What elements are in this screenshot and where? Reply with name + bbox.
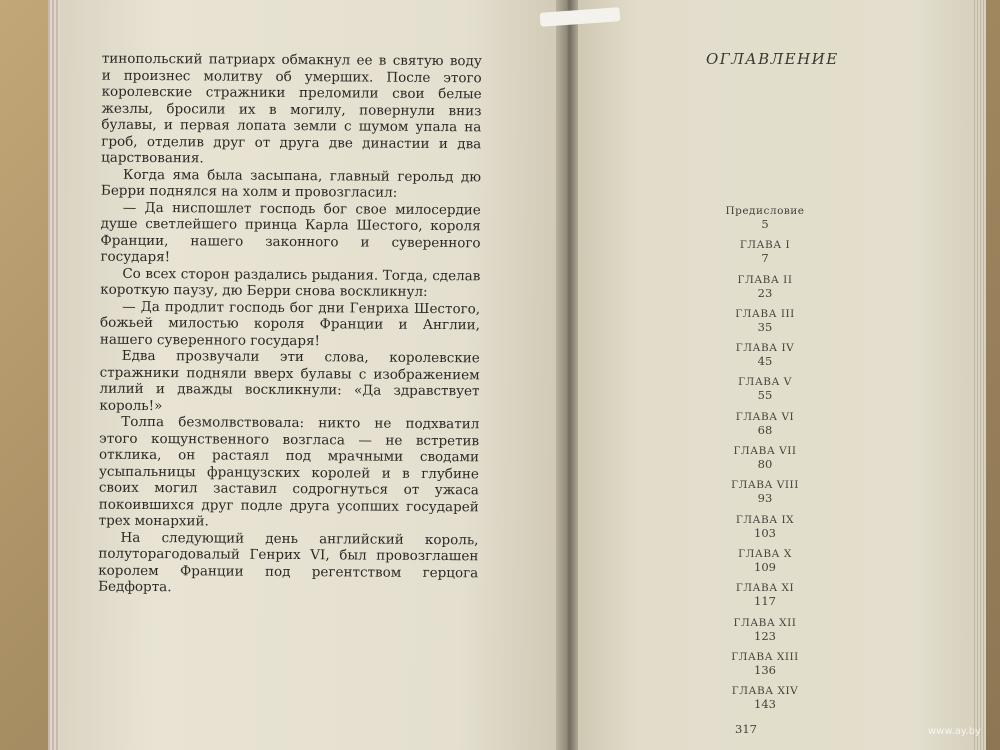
toc-entry-label: ГЛАВА IV [735, 342, 795, 355]
site-watermark: www.ay.by [928, 726, 981, 737]
toc-entry [700, 617, 830, 651]
toc-entry [700, 308, 830, 342]
toc-entry [700, 582, 830, 616]
toc-entry-page: 123 [754, 628, 776, 643]
toc-entry-label: ГЛАВА XI [735, 582, 795, 595]
toc-entry-page: 35 [757, 319, 773, 334]
toc-entry-page: 7 [761, 251, 769, 266]
toc-entry [700, 548, 830, 582]
toc-entry-page: 45 [757, 354, 773, 369]
toc-entry-label: ГЛАВА VI [735, 410, 795, 423]
toc-entry [700, 239, 830, 273]
toc-entry-label: ГЛАВА IX [735, 513, 795, 526]
toc-entry [700, 651, 830, 685]
toc-entry-label: ГЛАВА VII [733, 445, 797, 458]
toc-entry-page: 80 [757, 457, 773, 472]
toc-entry-page: 136 [754, 662, 776, 677]
toc-entry [700, 411, 830, 445]
toc-entry [700, 274, 830, 308]
paragraph: — Да продлит господь бог дни Генриха Шестого, божьей милостью короля Франции и Англии, нашего суверенного государя! [99, 298, 481, 349]
toc-entry [700, 685, 830, 719]
table-of-contents [700, 205, 830, 719]
toc-entry-page: 5 [761, 217, 769, 231]
toc-entry-page: 109 [754, 559, 776, 574]
toc-entry-label: ГЛАВА V [738, 376, 792, 389]
toc-title: ОГЛАВЛЕНИЕ [706, 50, 839, 68]
toc-entry-label: ГЛАВА XIII [731, 650, 799, 663]
toc-entry-page: 68 [757, 422, 773, 437]
toc-entry [700, 376, 830, 410]
paragraph: Едва прозвучали эти слова, королевские стражники подняли вверх булавы с изображением лилий и дважды воскликнули: «Да здравствует король!» [99, 347, 480, 414]
toc-entry [700, 445, 830, 479]
toc-entry-label: ГЛАВА III [735, 307, 795, 320]
paragraph: Со всех сторон раздались рыдания. Тогда, сделав короткую паузу, дю Берри снова воскликнул: [100, 265, 481, 300]
toc-entry-page: 55 [757, 388, 773, 403]
toc-entry-label: ГЛАВА I [739, 239, 791, 252]
right-page-edges [972, 0, 986, 750]
paragraph: — Да ниспошлет господь бог свое милосердие душе светлейшего принца Карла Шестого, короля Франции, нашего законного и суверенного государя! [100, 199, 481, 266]
toc-entry-label: Предисловие [725, 205, 805, 217]
toc-entry [700, 342, 830, 376]
left-page-text [98, 51, 482, 598]
left-page-edges [48, 0, 60, 750]
book-spine [556, 0, 580, 750]
paragraph: На следующий день английский король, полуторагодовалый Генрих VI, был провозглашен королем Франции под регентством герцога Бедфорта. [98, 529, 479, 596]
toc-entry [700, 479, 830, 513]
page-number: 317 [735, 722, 757, 736]
paragraph: тинопольский патриарх обмакнул ее в святую воду и произнес молитву об умерших. После этого королевские стражники преломили свои белые жезлы, бросили их в могилу, повернули вниз булавы, и первая лопата земли с шумом упала на гроб, отделив друг от друга две династии и два царствования. [101, 50, 482, 167]
toc-entry-label: ГЛАВА X [738, 547, 792, 560]
toc-entry-label: ГЛАВА XIV [731, 685, 799, 698]
toc-entry-page: 93 [757, 491, 773, 506]
toc-entry [700, 205, 830, 239]
toc-entry-page: 103 [754, 525, 776, 540]
toc-entry-label: ГЛАВА XII [733, 616, 797, 629]
paragraph: Когда яма была засыпана, главный герольд дю Берри поднялся на холм и провозгласил: [100, 166, 482, 201]
toc-entry-page: 117 [754, 594, 776, 609]
toc-entry [700, 514, 830, 548]
toc-entry-page: 143 [754, 697, 776, 712]
paragraph: Толпа безмолвствовала: никто не подхватил этого кощунственного возгласа — не встретив отклика, он растаял под мрачными сводами усыпальницы французских королей и в глубине своих могил заставил содрогнуться от ужаса покоившихся друг подле друга усопших государей трех монархий. [98, 413, 480, 530]
toc-entry-label: ГЛАВА VIII [731, 479, 799, 492]
toc-entry-label: ГЛАВА II [737, 273, 793, 286]
toc-entry-page: 23 [757, 285, 773, 300]
